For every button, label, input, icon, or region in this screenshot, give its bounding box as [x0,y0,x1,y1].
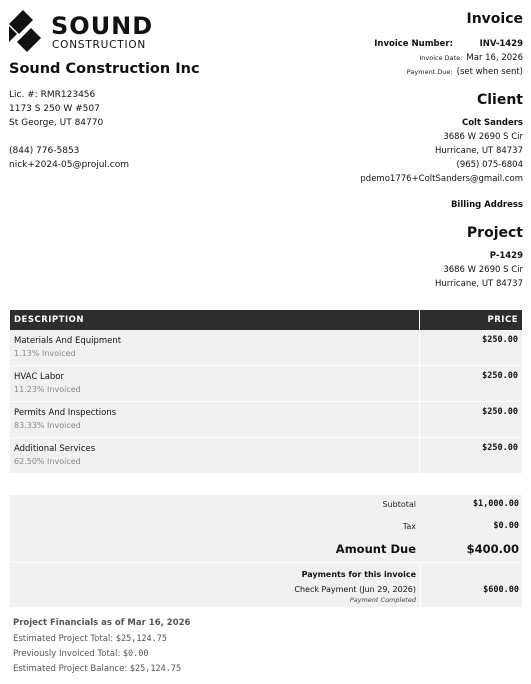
invoice-date-label: Invoice Date: [419,54,463,62]
totals-section [10,495,522,607]
client-phone: (965) 075-6804 [456,160,523,170]
estimated-project-total-value: $25,124.75 [115,634,168,644]
invoice-number-value: INV-1429 [479,39,523,49]
company-email: nick+2024-05@projul.com [9,160,130,170]
estimated-project-balance-value: $25,124.75 [129,664,182,674]
project-details [435,249,523,291]
totals-column-divider [420,562,421,607]
table-row [10,366,522,402]
estimated-project-total-label: Estimated Project Total: [13,634,114,644]
line-item-invoiced-percent: 83.33% Invoiced [14,421,81,430]
totals-divider [10,562,522,563]
company-contact-block [9,144,129,172]
client-email: pdemo1776+ColtSanders@gmail.com [360,174,523,184]
previously-invoiced-value: $0.00 [122,649,149,659]
line-item-title: Additional Services [14,444,96,454]
line-item-title: HVAC Labor [14,372,64,382]
company-address-line-1: 1173 S 250 W #507 [9,104,100,114]
company-phone: (844) 776-5853 [9,146,80,156]
project-address-line-1: 3686 W 2690 S Cir [443,265,523,275]
client-details [360,116,523,186]
project-address-line-2: Hurricane, UT 84737 [434,279,523,289]
line-item-invoiced-percent: 11.23% Invoiced [14,385,81,394]
payment-due-label: Payment Due: [406,68,453,76]
tax-label: Tax [402,522,416,531]
column-header-description: DESCRIPTION [10,310,420,330]
client-address-line-1: 3686 W 2690 S Cir [443,132,523,142]
column-header-price: PRICE [487,315,518,325]
sound-construction-logo-mark-icon [9,10,41,52]
estimated-project-balance-row [13,662,190,677]
amount-due-label: Amount Due [335,542,416,556]
previously-invoiced-label: Previously Invoiced Total: [13,649,121,659]
company-address-line-2: St George, UT 84770 [9,118,104,128]
logo-wordmark: SOUND [51,12,154,40]
tax-value: $0.00 [493,521,519,531]
line-item-price: $250.00 [482,371,518,381]
company-address-block [9,88,103,130]
client-heading: Client [476,92,523,108]
subtotal-label: Subtotal [382,500,416,509]
company-name: Sound Construction Inc [9,61,200,77]
project-heading: Project [466,225,523,241]
client-name: Colt Sanders [461,118,523,128]
payments-heading: Payments for this invoice [301,570,416,579]
subtotal-value: $1,000.00 [472,499,519,509]
line-item-price: $250.00 [482,407,518,417]
table-row [10,438,522,474]
line-item-price: $250.00 [482,335,518,345]
company-logo [9,10,154,52]
invoice-date-value: Mar 16, 2026 [466,53,523,63]
billing-address-label: Billing Address [450,200,523,210]
payment-due-value: (set when sent) [456,67,523,77]
payment-due-row [343,67,523,77]
project-financials [13,616,190,677]
invoice-number-row [343,39,523,49]
payment-amount: $600.00 [483,585,519,595]
line-item-title: Materials And Equipment [14,336,122,346]
table-row [10,402,522,438]
logo-subtitle: CONSTRUCTION [52,39,147,51]
table-row [10,330,522,366]
invoice-heading: Invoice [466,11,523,27]
previously-invoiced-row [13,647,190,662]
line-item-title: Permits And Inspections [14,408,117,418]
estimated-project-total-row [13,632,190,647]
invoice-date-row [352,53,523,63]
financials-title: Project Financials as of Mar 16, 2026 [13,618,191,628]
company-license: Lic. #: RMR123456 [9,90,96,100]
amount-due-value: $400.00 [466,542,519,556]
estimated-project-balance-label: Estimated Project Balance: [13,664,128,674]
table-header [10,310,522,330]
client-address-line-2: Hurricane, UT 84737 [434,146,523,156]
payment-status: Payment Completed [349,596,416,604]
project-id: P-1429 [489,251,523,261]
line-items-table [10,310,522,474]
line-item-price: $250.00 [482,443,518,453]
line-item-invoiced-percent: 62.50% Invoiced [14,457,81,466]
invoice-number-label: Invoice Number: [374,39,453,49]
payment-description: Check Payment (Jun 29, 2026) [294,585,416,594]
line-item-invoiced-percent: 1.13% Invoiced [14,349,76,358]
